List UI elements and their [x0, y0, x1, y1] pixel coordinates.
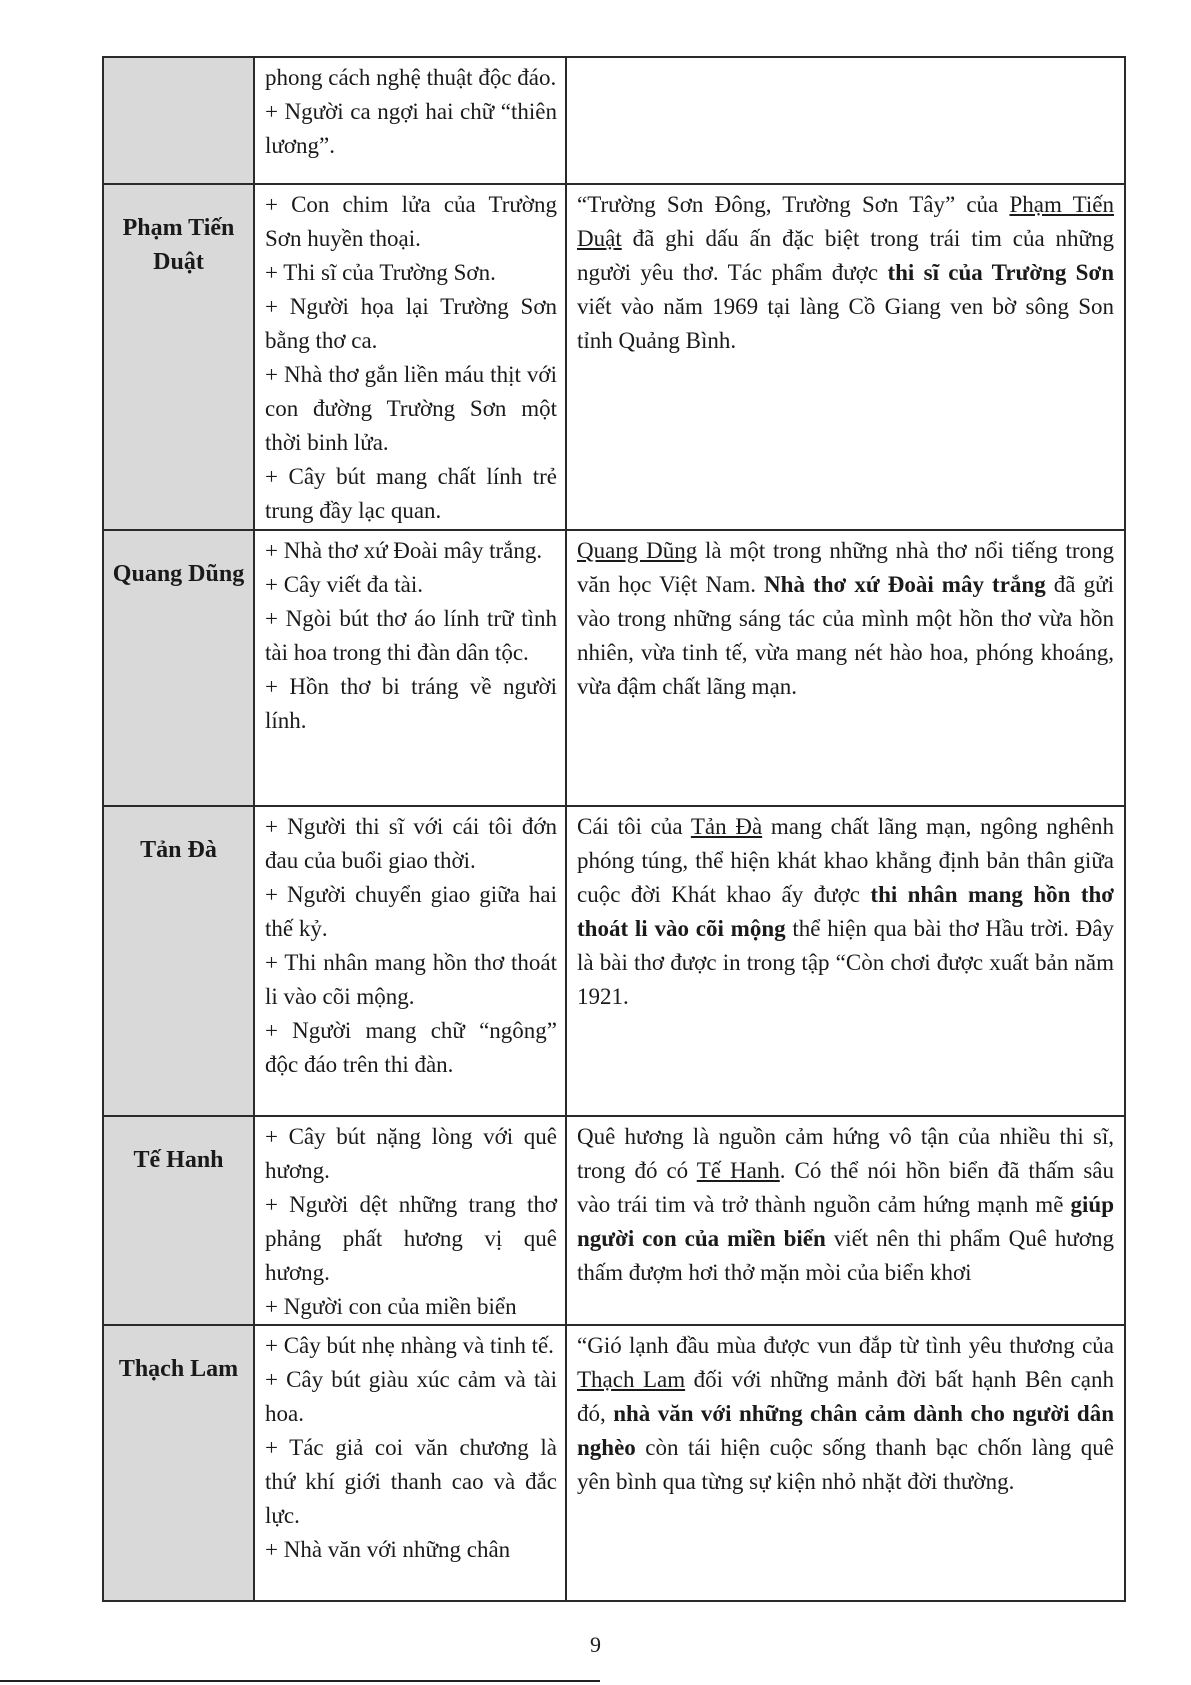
description-emphasis: thi nhân mang hồn thơ thoát li vào cõi mộng: [577, 882, 1115, 941]
trait-item: + Thi sĩ của Trường Sơn.: [265, 260, 496, 285]
trait-item: + Con chim lửa của Trường Sơn huyền thoại.: [265, 192, 557, 251]
author-name: Tản Đà: [140, 837, 217, 863]
trait-item: + Người thi sĩ với cái tôi đớn đau của buổi giao thời.: [265, 814, 557, 873]
author-link: Tế Hanh: [696, 1158, 780, 1183]
description-cell: [566, 1325, 1125, 1601]
author-name-cell: [103, 1325, 254, 1601]
description-cell: [566, 57, 1125, 184]
author-link: Phạm Tiến Duật: [577, 192, 1114, 251]
author-name-cell: [103, 184, 254, 530]
trait-item: + Cây viết đa tài.: [265, 572, 423, 597]
description-cell: [566, 1116, 1125, 1325]
author-name-cell: [103, 57, 254, 184]
description-text: đối với những mảnh đời bất hạnh Bên cạnh đó,: [577, 1367, 1114, 1426]
trait-item: + Người chuyển giao giữa hai thế kỷ.: [265, 882, 557, 941]
trait-item: + Người dệt những trang thơ phảng phất hương vị quê hương.: [265, 1192, 557, 1285]
description-emphasis: Nhà thơ xứ Đoài mây trắng: [764, 572, 1046, 597]
table-row: [103, 1325, 1125, 1601]
traits-cell: [254, 184, 566, 530]
trait-item: phong cách nghệ thuật độc đáo.: [265, 65, 557, 90]
trait-item: + Hồn thơ bi tráng về người lính.: [265, 674, 557, 733]
trait-item: + Cây bút nhẹ nhàng và tinh tế.: [265, 1333, 554, 1358]
author-name: Quang Dũng: [112, 561, 245, 587]
traits-cell: [254, 1116, 566, 1325]
author-link: Quang Dũng: [577, 538, 698, 563]
description-cell: [566, 530, 1125, 806]
description-text: mang chất lãng mạn, ngông nghênh phóng túng, thể hiện khát khao khẳng định bản thân giữa cuộc đời Khát khao ấy được: [577, 814, 1114, 907]
table-row: [103, 530, 1125, 806]
table-row: [103, 806, 1125, 1116]
description-emphasis: giúp người con của miền biển: [577, 1192, 1114, 1251]
author-name: Thạch Lam: [118, 1356, 239, 1382]
author-name-cell: [103, 530, 254, 806]
table-row: [103, 57, 1125, 184]
author-name-cell: [103, 1116, 254, 1325]
author-name: Tế Hanh: [133, 1147, 224, 1173]
traits-cell: [254, 57, 566, 184]
traits-cell: [254, 806, 566, 1116]
description-text: Quê hương là nguồn cảm hứng vô tận của nhiều thi sĩ, trong đó có: [577, 1124, 1114, 1183]
trait-item: + Người họa lại Trường Sơn bằng thơ ca.: [265, 294, 557, 353]
trait-item: + Nhà thơ xứ Đoài mây trắng.: [265, 538, 543, 563]
author-name-cell: [103, 806, 254, 1116]
trait-item: + Người ca ngợi hai chữ “thiên lương”.: [265, 99, 557, 158]
authors-table: [102, 56, 1126, 1602]
description-cell: [566, 806, 1125, 1116]
trait-item: + Cây bút nặng lòng với quê hương.: [265, 1124, 557, 1183]
bottom-rule: [0, 1680, 600, 1682]
description-emphasis: thi sĩ của Trường Sơn: [887, 260, 1114, 285]
description-text: thể hiện qua bài thơ Hầu trời. Đây là bài thơ được in trong tập “Còn chơi được xuất bản năm 1921.: [577, 916, 1114, 1009]
trait-item: + Người mang chữ “ngông” độc đáo trên thi đàn.: [265, 1018, 557, 1077]
author-name: Phạm Tiến Duật: [122, 215, 235, 275]
description-text: “Trường Sơn Đông, Trường Sơn Tây” của: [577, 192, 1010, 217]
author-link: Tản Đà: [690, 814, 763, 839]
trait-item: + Thi nhân mang hồn thơ thoát li vào cõi mộng.: [265, 950, 557, 1009]
description-emphasis: nhà văn với những chân cảm dành cho người dân nghèo: [577, 1401, 1115, 1460]
table-row: [103, 184, 1125, 530]
description-text: viết nên thi phẩm Quê hương thấm đượm hơi thở mặn mòi của biển khơi: [577, 1226, 1114, 1285]
description-text: viết vào năm 1969 tại làng Cồ Giang ven bờ sông Son tỉnh Quảng Bình.: [577, 294, 1114, 353]
traits-cell: [254, 1325, 566, 1601]
trait-item: + Cây bút giàu xúc cảm và tài hoa.: [265, 1367, 557, 1426]
table-row: [103, 1116, 1125, 1325]
trait-item: + Tác giả coi văn chương là thứ khí giới thanh cao và đắc lực.: [265, 1435, 557, 1528]
description-text: . Có thể nói hồn biển đã thấm sâu vào trái tim và trở thành nguồn cảm hứng mạnh mẽ: [577, 1158, 1115, 1217]
description-text: đã gửi vào trong những sáng tác của mình một hồn thơ vừa hồn nhiên, vừa tinh tế, vừa mang nét hào hoa, phóng khoáng, vừa đậm chất lãng mạn.: [577, 572, 1114, 699]
description-text: còn tái hiện cuộc sống thanh bạc chốn làng quê yên bình qua từng sự kiện nhỏ nhặt đời thường.: [577, 1435, 1114, 1494]
page-number: 9: [590, 1632, 601, 1657]
author-link: Thạch Lam: [577, 1367, 686, 1392]
description-text: đã ghi dấu ấn đặc biệt trong trái tim của những người yêu thơ. Tác phẩm được: [577, 226, 1114, 285]
trait-item: + Nhà văn với những chân: [265, 1537, 511, 1562]
trait-item: + Ngòi bút thơ áo lính trữ tình tài hoa trong thi đàn dân tộc.: [265, 606, 557, 665]
traits-cell: [254, 530, 566, 806]
trait-item: + Nhà thơ gắn liền máu thịt với con đường Trường Sơn một thời binh lửa.: [265, 362, 557, 455]
trait-item: + Cây bút mang chất lính trẻ trung đầy lạc quan.: [265, 464, 557, 523]
description-cell: [566, 184, 1125, 530]
description-text: Cái tôi của: [577, 814, 691, 839]
trait-item: + Người con của miền biển: [265, 1294, 517, 1319]
description-text: là một trong những nhà thơ nổi tiếng trong văn học Việt Nam.: [577, 538, 1114, 597]
description-text: “Gió lạnh đầu mùa được vun đắp từ tình yêu thương của: [577, 1333, 1114, 1358]
